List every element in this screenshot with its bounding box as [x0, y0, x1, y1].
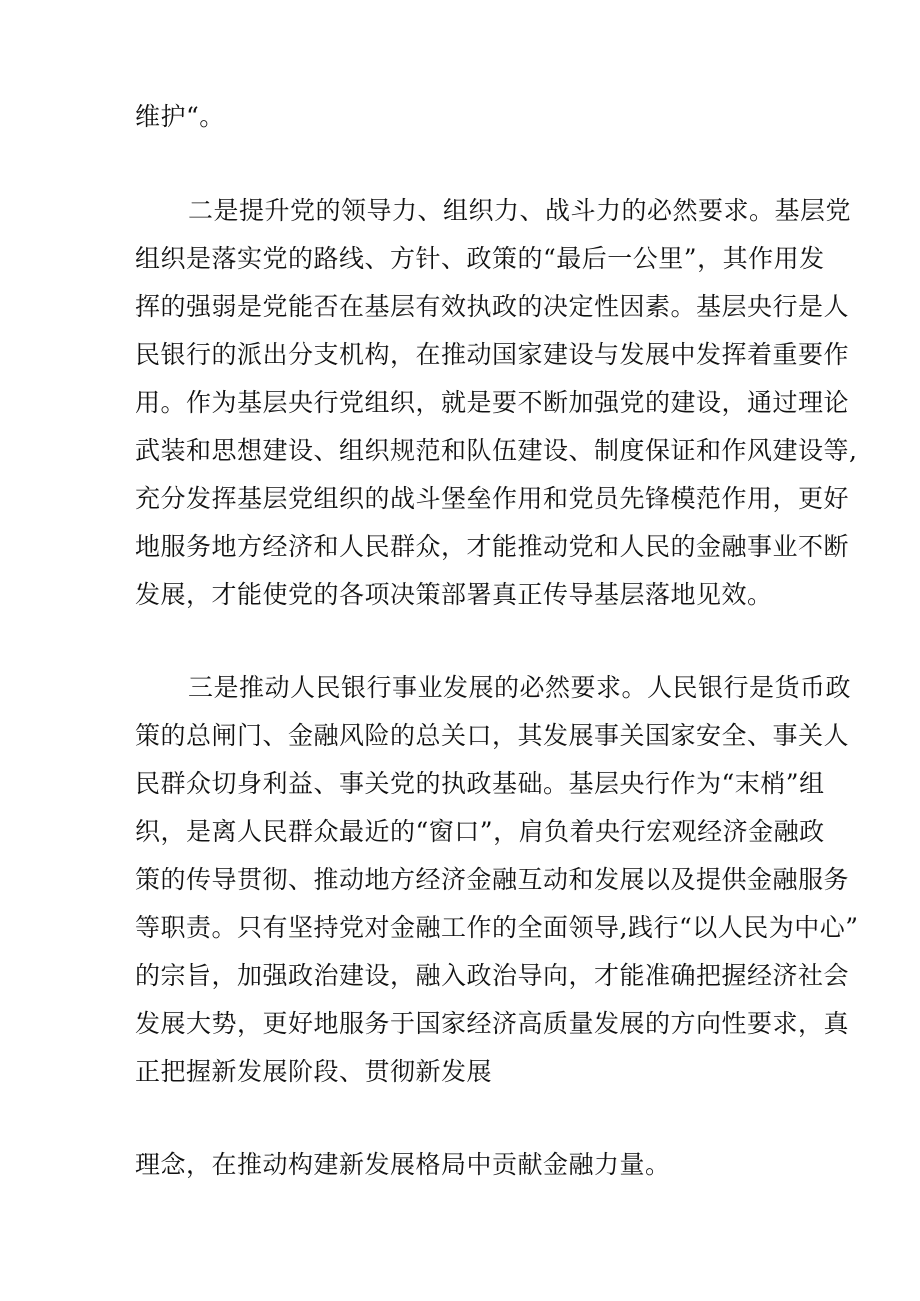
- paragraph-3-line-text: 策的总闸门、金融风险的总关口，其发展事关国家安全、事关人: [135, 721, 850, 750]
- paragraph-2-line: [0, 477, 920, 521]
- paragraph-2-line-text: 挥的强弱是党能否在基层有效执政的决定性因素。基层央行是人: [135, 292, 850, 321]
- paragraph-3-line-text: 的宗旨，加强政治建设，融入政治导向，才能准确把握经济社会: [135, 961, 850, 990]
- paragraph-4-line: [0, 1143, 920, 1187]
- paragraph-3-line-text: 正把握新发展阶段、贯彻新发展: [135, 1057, 493, 1086]
- paragraph-2-line-text: 用。作为基层央行党组织，就是要不断加强党的建设，通过理论: [135, 388, 850, 417]
- paragraph-3-line-text: 三是推动人民银行事业发展的必然要求。人民银行是货币政: [188, 673, 852, 702]
- paragraph-2-line: [0, 381, 920, 425]
- paragraph-2-line-text: 充分发挥基层党组织的战斗堡垒作用和党员先锋模范作用，更好: [135, 484, 850, 513]
- paragraph-2-line: [0, 237, 920, 281]
- paragraph-3-line: [0, 954, 920, 998]
- paragraph-2-line-text: 组织是落实党的路线、方针、政策的“最后一公里”，其作用发: [135, 244, 825, 273]
- paragraph-4-line-text: 理念，在推动构建新发展格局中贡献金融力量。: [135, 1150, 671, 1179]
- paragraph-3-line: [0, 858, 920, 902]
- paragraph-2-line: [0, 429, 920, 473]
- paragraph-2-line-text: 民银行的派出分支机构，在推动国家建设与发展中发挥着重要作: [135, 340, 850, 369]
- paragraph-3-line-text: 策的传导贯彻、推动地方经济金融互动和发展以及提供金融服务: [135, 865, 850, 894]
- paragraph-3-line: [0, 1002, 920, 1046]
- paragraph-3-line-text: 民群众切身利益、事关党的执政基础。基层央行作为“末梢”组: [135, 769, 825, 798]
- paragraph-3-line: [0, 1050, 920, 1094]
- paragraph-3-line: [0, 762, 920, 806]
- paragraph-3-line-text: 等职责。只有坚持党对金融工作的全面领导,践行“以人民为中心”: [135, 913, 859, 942]
- paragraph-3-line: [0, 906, 920, 950]
- paragraph-2-line: [0, 573, 920, 617]
- paragraph-1-line-text: 维护“。: [135, 102, 225, 131]
- paragraph-2-line: [0, 189, 920, 233]
- paragraph-2-line: [0, 525, 920, 569]
- paragraph-3-line-text: 织，是离人民群众最近的“窗口”，肩负着央行宏观经济金融政: [135, 817, 825, 846]
- paragraph-3-line: [0, 810, 920, 854]
- paragraph-2-line-text: 发展，才能使党的各项决策部署真正传导基层落地见效。: [135, 580, 773, 609]
- paragraph-1-line: [0, 95, 920, 139]
- paragraph-3-line: [0, 714, 920, 758]
- paragraph-2-line: [0, 333, 920, 377]
- paragraph-2-line-text: 二是提升党的领导力、组织力、战斗力的必然要求。基层党: [188, 196, 852, 225]
- paragraph-2-line-text: 地服务地方经济和人民群众，才能推动党和人民的金融事业不断: [135, 532, 850, 561]
- paragraph-3-line-text: 发展大势，更好地服务于国家经济高质量发展的方向性要求，真: [135, 1009, 850, 1038]
- paragraph-2-line: [0, 285, 920, 329]
- paragraph-2-line-text: 武装和思想建设、组织规范和队伍建设、制度保证和作风建设等,: [135, 436, 858, 465]
- paragraph-3-line: [0, 666, 920, 710]
